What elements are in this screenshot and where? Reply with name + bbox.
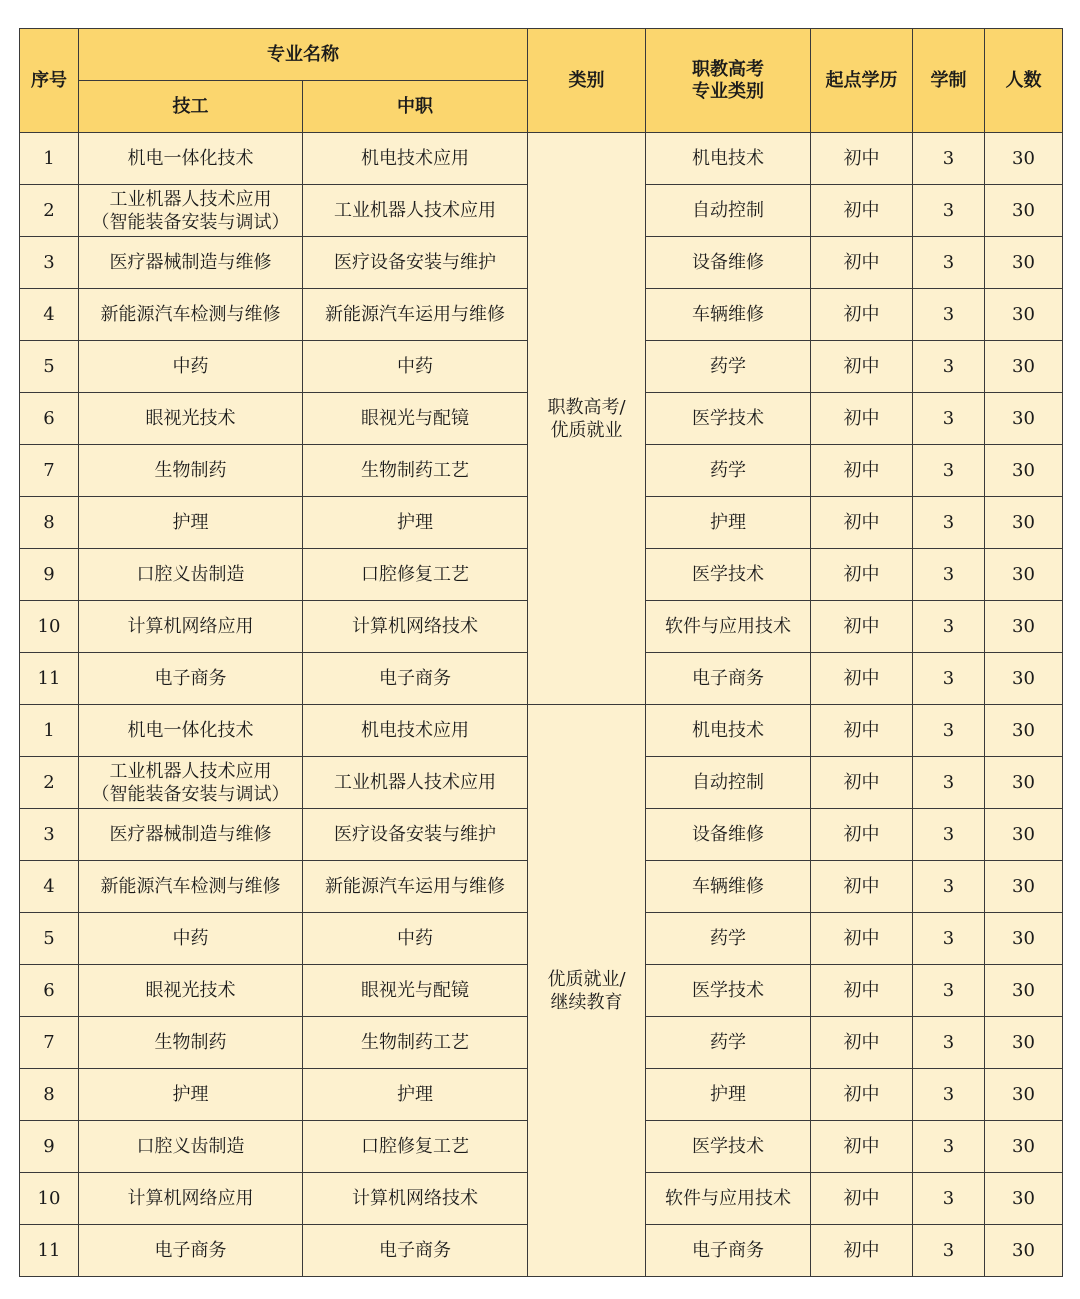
cell-seq: 11 xyxy=(20,653,79,705)
cell-count: 30 xyxy=(985,185,1063,237)
cell-exam-category: 设备维修 xyxy=(646,809,811,861)
cell-start-education: 初中 xyxy=(811,601,913,653)
cell-start-education: 初中 xyxy=(811,445,913,497)
cell-seq: 4 xyxy=(20,861,79,913)
cell-zhongzhi: 口腔修复工艺 xyxy=(303,549,528,601)
cell-seq: 1 xyxy=(20,705,79,757)
cell-jigong: 口腔义齿制造 xyxy=(79,1121,303,1173)
header-exam-category-line1: 职教高考 xyxy=(692,58,764,80)
cell-exam-category: 自动控制 xyxy=(646,185,811,237)
cell-category-line1: 职教高考/ xyxy=(547,396,626,418)
cell-seq: 7 xyxy=(20,445,79,497)
cell-zhongzhi: 计算机网络技术 xyxy=(303,601,528,653)
cell-jigong: 中药 xyxy=(79,913,303,965)
cell-exam-category: 电子商务 xyxy=(646,653,811,705)
cell-jigong xyxy=(79,185,303,237)
majors-table xyxy=(19,28,1063,1277)
cell-jigong: 医疗器械制造与维修 xyxy=(79,809,303,861)
cell-zhongzhi: 机电技术应用 xyxy=(303,133,528,185)
cell-duration: 3 xyxy=(913,497,985,549)
cell-start-education: 初中 xyxy=(811,1225,913,1277)
cell-jigong-line2: （智能装备安装与调试） xyxy=(91,783,290,805)
cell-jigong-line1: 工业机器人技术应用 xyxy=(109,760,272,782)
cell-exam-category: 设备维修 xyxy=(646,237,811,289)
cell-jigong: 电子商务 xyxy=(79,653,303,705)
cell-count: 30 xyxy=(985,497,1063,549)
table-row xyxy=(20,133,1063,185)
cell-start-education: 初中 xyxy=(811,653,913,705)
cell-jigong-line1: 工业机器人技术应用 xyxy=(109,188,272,210)
cell-duration: 3 xyxy=(913,653,985,705)
cell-start-education: 初中 xyxy=(811,965,913,1017)
cell-seq: 8 xyxy=(20,497,79,549)
cell-exam-category: 药学 xyxy=(646,1017,811,1069)
cell-seq: 1 xyxy=(20,133,79,185)
cell-seq: 7 xyxy=(20,1017,79,1069)
cell-start-education: 初中 xyxy=(811,913,913,965)
header-start-education: 起点学历 xyxy=(811,29,913,133)
cell-duration: 3 xyxy=(913,809,985,861)
cell-zhongzhi: 中药 xyxy=(303,341,528,393)
cell-duration: 3 xyxy=(913,757,985,809)
cell-duration: 3 xyxy=(913,913,985,965)
cell-count: 30 xyxy=(985,1017,1063,1069)
cell-start-education: 初中 xyxy=(811,185,913,237)
cell-zhongzhi: 医疗设备安装与维护 xyxy=(303,237,528,289)
cell-count: 30 xyxy=(985,653,1063,705)
cell-zhongzhi: 护理 xyxy=(303,1069,528,1121)
cell-start-education: 初中 xyxy=(811,1121,913,1173)
header-major-name: 专业名称 xyxy=(79,29,528,81)
cell-zhongzhi: 生物制药工艺 xyxy=(303,445,528,497)
cell-start-education: 初中 xyxy=(811,809,913,861)
cell-count: 30 xyxy=(985,133,1063,185)
cell-start-education: 初中 xyxy=(811,1173,913,1225)
cell-duration: 3 xyxy=(913,1225,985,1277)
cell-duration: 3 xyxy=(913,1069,985,1121)
cell-category-line2: 优质就业 xyxy=(550,419,623,441)
cell-duration: 3 xyxy=(913,601,985,653)
cell-duration: 3 xyxy=(913,445,985,497)
cell-jigong: 护理 xyxy=(79,1069,303,1121)
cell-duration: 3 xyxy=(913,393,985,445)
cell-zhongzhi: 计算机网络技术 xyxy=(303,1173,528,1225)
cell-duration: 3 xyxy=(913,1121,985,1173)
cell-seq: 5 xyxy=(20,913,79,965)
cell-zhongzhi: 工业机器人技术应用 xyxy=(303,185,528,237)
cell-exam-category: 医学技术 xyxy=(646,965,811,1017)
cell-duration: 3 xyxy=(913,133,985,185)
header-count: 人数 xyxy=(985,29,1063,133)
cell-jigong: 眼视光技术 xyxy=(79,393,303,445)
cell-exam-category: 药学 xyxy=(646,445,811,497)
cell-zhongzhi: 新能源汽车运用与维修 xyxy=(303,289,528,341)
cell-exam-category: 医学技术 xyxy=(646,1121,811,1173)
cell-seq: 9 xyxy=(20,1121,79,1173)
cell-jigong: 生物制药 xyxy=(79,1017,303,1069)
cell-exam-category: 软件与应用技术 xyxy=(646,601,811,653)
cell-zhongzhi: 护理 xyxy=(303,497,528,549)
cell-duration: 3 xyxy=(913,185,985,237)
header-jigong: 技工 xyxy=(79,81,303,133)
cell-jigong xyxy=(79,757,303,809)
cell-category-line2: 继续教育 xyxy=(550,991,623,1013)
cell-start-education: 初中 xyxy=(811,757,913,809)
cell-jigong: 机电一体化技术 xyxy=(79,133,303,185)
cell-count: 30 xyxy=(985,237,1063,289)
cell-zhongzhi: 机电技术应用 xyxy=(303,705,528,757)
cell-start-education: 初中 xyxy=(811,289,913,341)
cell-exam-category: 药学 xyxy=(646,913,811,965)
cell-count: 30 xyxy=(985,965,1063,1017)
cell-jigong: 中药 xyxy=(79,341,303,393)
cell-start-education: 初中 xyxy=(811,1017,913,1069)
header-exam-category xyxy=(646,29,811,133)
cell-zhongzhi: 新能源汽车运用与维修 xyxy=(303,861,528,913)
cell-zhongzhi: 口腔修复工艺 xyxy=(303,1121,528,1173)
cell-exam-category: 医学技术 xyxy=(646,549,811,601)
cell-start-education: 初中 xyxy=(811,341,913,393)
cell-exam-category: 车辆维修 xyxy=(646,861,811,913)
cell-duration: 3 xyxy=(913,965,985,1017)
cell-exam-category: 药学 xyxy=(646,341,811,393)
cell-start-education: 初中 xyxy=(811,1069,913,1121)
cell-count: 30 xyxy=(985,549,1063,601)
cell-duration: 3 xyxy=(913,1017,985,1069)
cell-seq: 5 xyxy=(20,341,79,393)
cell-zhongzhi: 电子商务 xyxy=(303,653,528,705)
cell-count: 30 xyxy=(985,861,1063,913)
cell-zhongzhi: 工业机器人技术应用 xyxy=(303,757,528,809)
cell-count: 30 xyxy=(985,1173,1063,1225)
cell-exam-category: 护理 xyxy=(646,1069,811,1121)
cell-count: 30 xyxy=(985,705,1063,757)
cell-start-education: 初中 xyxy=(811,861,913,913)
cell-zhongzhi: 中药 xyxy=(303,913,528,965)
cell-duration: 3 xyxy=(913,1173,985,1225)
header-duration: 学制 xyxy=(913,29,985,133)
cell-jigong-line2: （智能装备安装与调试） xyxy=(91,211,290,233)
cell-count: 30 xyxy=(985,1225,1063,1277)
cell-jigong: 护理 xyxy=(79,497,303,549)
cell-exam-category: 自动控制 xyxy=(646,757,811,809)
table-body xyxy=(20,133,1063,1277)
header-zhongzhi: 中职 xyxy=(303,81,528,133)
table-header xyxy=(20,29,1063,133)
cell-category xyxy=(528,705,646,1277)
header-seq: 序号 xyxy=(20,29,79,133)
header-category: 类别 xyxy=(528,29,646,133)
cell-count: 30 xyxy=(985,1069,1063,1121)
cell-seq: 3 xyxy=(20,237,79,289)
cell-exam-category: 软件与应用技术 xyxy=(646,1173,811,1225)
cell-jigong: 口腔义齿制造 xyxy=(79,549,303,601)
cell-zhongzhi: 眼视光与配镜 xyxy=(303,965,528,1017)
cell-count: 30 xyxy=(985,341,1063,393)
cell-duration: 3 xyxy=(913,861,985,913)
cell-zhongzhi: 电子商务 xyxy=(303,1225,528,1277)
cell-seq: 4 xyxy=(20,289,79,341)
cell-seq: 10 xyxy=(20,601,79,653)
cell-count: 30 xyxy=(985,289,1063,341)
cell-seq: 2 xyxy=(20,757,79,809)
cell-count: 30 xyxy=(985,757,1063,809)
cell-jigong: 机电一体化技术 xyxy=(79,705,303,757)
cell-jigong: 新能源汽车检测与维修 xyxy=(79,289,303,341)
cell-count: 30 xyxy=(985,445,1063,497)
cell-duration: 3 xyxy=(913,549,985,601)
cell-count: 30 xyxy=(985,393,1063,445)
cell-category xyxy=(528,133,646,705)
cell-exam-category: 机电技术 xyxy=(646,133,811,185)
cell-jigong: 电子商务 xyxy=(79,1225,303,1277)
table-row xyxy=(20,705,1063,757)
cell-jigong: 计算机网络应用 xyxy=(79,1173,303,1225)
cell-exam-category: 护理 xyxy=(646,497,811,549)
cell-jigong: 医疗器械制造与维修 xyxy=(79,237,303,289)
cell-start-education: 初中 xyxy=(811,133,913,185)
cell-duration: 3 xyxy=(913,341,985,393)
cell-seq: 11 xyxy=(20,1225,79,1277)
cell-jigong: 眼视光技术 xyxy=(79,965,303,1017)
cell-exam-category: 电子商务 xyxy=(646,1225,811,1277)
cell-start-education: 初中 xyxy=(811,497,913,549)
cell-count: 30 xyxy=(985,1121,1063,1173)
cell-duration: 3 xyxy=(913,705,985,757)
cell-seq: 10 xyxy=(20,1173,79,1225)
cell-seq: 2 xyxy=(20,185,79,237)
cell-count: 30 xyxy=(985,913,1063,965)
cell-start-education: 初中 xyxy=(811,705,913,757)
header-exam-category-line2: 专业类别 xyxy=(692,80,764,102)
cell-duration: 3 xyxy=(913,237,985,289)
cell-duration: 3 xyxy=(913,289,985,341)
cell-count: 30 xyxy=(985,601,1063,653)
cell-exam-category: 车辆维修 xyxy=(646,289,811,341)
cell-category-line1: 优质就业/ xyxy=(547,968,626,990)
cell-seq: 3 xyxy=(20,809,79,861)
cell-start-education: 初中 xyxy=(811,237,913,289)
cell-zhongzhi: 医疗设备安装与维护 xyxy=(303,809,528,861)
cell-jigong: 计算机网络应用 xyxy=(79,601,303,653)
cell-seq: 9 xyxy=(20,549,79,601)
cell-count: 30 xyxy=(985,809,1063,861)
cell-exam-category: 机电技术 xyxy=(646,705,811,757)
cell-seq: 8 xyxy=(20,1069,79,1121)
cell-seq: 6 xyxy=(20,393,79,445)
cell-start-education: 初中 xyxy=(811,549,913,601)
cell-jigong: 新能源汽车检测与维修 xyxy=(79,861,303,913)
cell-jigong: 生物制药 xyxy=(79,445,303,497)
cell-zhongzhi: 眼视光与配镜 xyxy=(303,393,528,445)
cell-seq: 6 xyxy=(20,965,79,1017)
cell-zhongzhi: 生物制药工艺 xyxy=(303,1017,528,1069)
cell-exam-category: 医学技术 xyxy=(646,393,811,445)
cell-start-education: 初中 xyxy=(811,393,913,445)
